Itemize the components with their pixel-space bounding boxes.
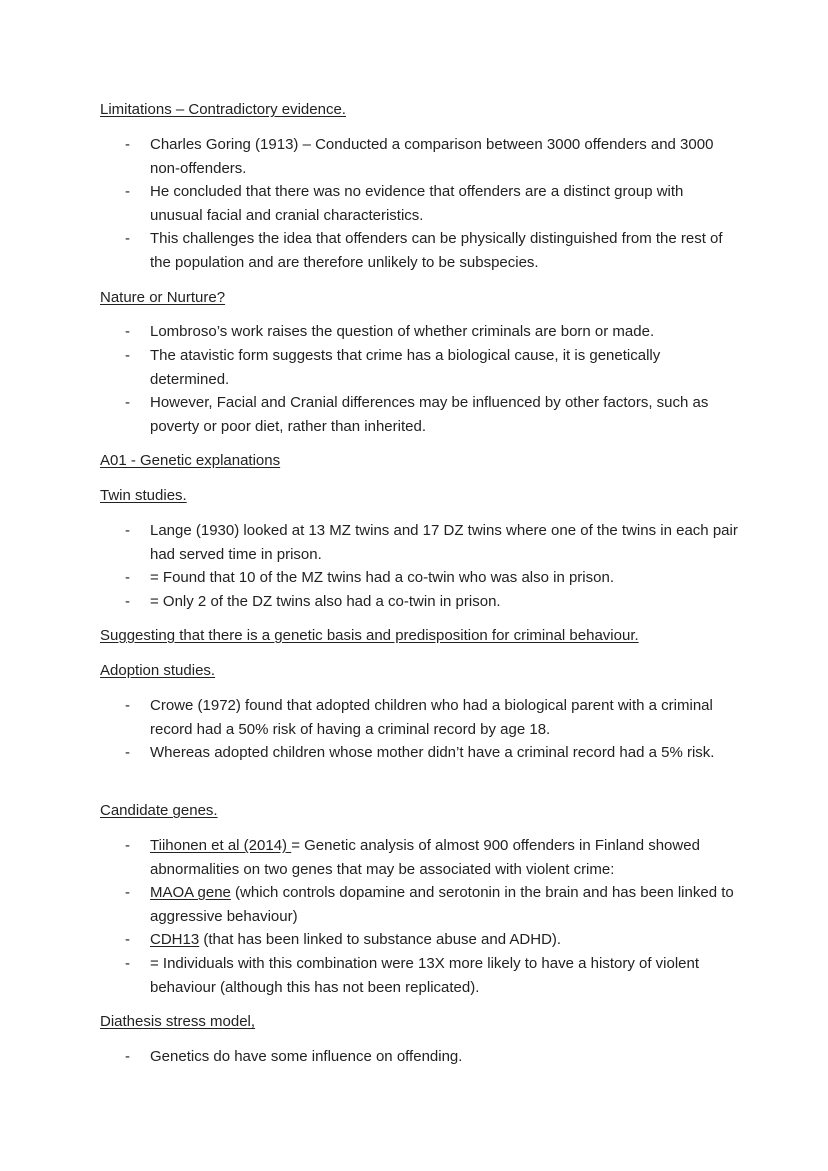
bullet-dash: - <box>125 394 130 411</box>
list-item-text-rest: = Genetic analysis of almost 900 offenders in Finland showed abnormalities on two genes that may be associated with violent crime: <box>150 837 700 878</box>
section-heading-nature-nurture: Nature or Nurture? <box>100 289 226 306</box>
list-item-text: However, Facial and Cranial differences may be influenced by other factors, such as poverty or poor diet, rather than inherited. <box>150 394 709 435</box>
list-item-text: Charles Goring (1913) – Conducted a comparison between 3000 offenders and 3000 non-offenders. <box>150 136 714 177</box>
list-item <box>100 566 740 590</box>
section-heading-candidate-genes: Candidate genes. <box>100 802 218 819</box>
list-item-text: = Individuals with this combination were 13X more likely to have a history of violent behaviour (although this has not been replicated). <box>150 955 700 996</box>
bullet-dash: - <box>125 230 130 247</box>
list-item <box>100 344 740 391</box>
bullet-dash: - <box>125 347 130 364</box>
list-item-text: He concluded that there was no evidence that offenders are a distinct group with unusual facial and cranial characteristics. <box>150 183 684 224</box>
section-heading-genetic-explanations: A01 - Genetic explanations <box>100 452 281 469</box>
bullet-dash: - <box>125 593 130 610</box>
section-heading-limitations: Limitations – Contradictory evidence. <box>100 101 346 118</box>
list-item <box>100 180 740 227</box>
bullet-dash: - <box>125 931 130 948</box>
list-item-text: Lange (1930) looked at 13 MZ twins and 17 DZ twins where one of the twins in each pair had served time in prison. <box>150 522 738 563</box>
citation-tiihonen: Tiihonen et al (2014) <box>150 837 292 854</box>
list-item-text <box>150 881 740 928</box>
list-item-text: This challenges the idea that offenders can be physically distinguished from the rest of the population and are therefore unlikely to be subspecies. <box>150 230 723 271</box>
list-item-text: = Only 2 of the DZ twins also had a co-twin in prison. <box>150 593 501 610</box>
list-item <box>100 227 740 274</box>
section-heading-diathesis-stress: Diathesis stress model, <box>100 1013 256 1030</box>
bullet-dash: - <box>125 522 130 539</box>
list-item-text: = Found that 10 of the MZ twins had a co-twin who was also in prison. <box>150 569 614 586</box>
list-item-text: Lombroso’s work raises the question of whether criminals are born or made. <box>150 323 655 340</box>
list-item <box>100 694 740 741</box>
list-item-text-rest: (that has been linked to substance abuse and ADHD). <box>199 931 562 948</box>
list-item <box>100 928 740 952</box>
section-heading-twin-studies: Twin studies. <box>100 487 187 504</box>
bullet-dash: - <box>125 697 130 714</box>
list-item <box>100 519 740 566</box>
section-heading-genetic-basis: Suggesting that there is a genetic basis and predisposition for criminal behaviour. <box>100 627 639 644</box>
list-item <box>100 133 740 180</box>
bullet-dash: - <box>125 183 130 200</box>
gene-name-maoa: MAOA gene <box>150 884 231 901</box>
list-item <box>100 834 740 881</box>
bullet-dash: - <box>125 323 130 340</box>
gene-name-cdh13: CDH13 <box>150 931 200 948</box>
bullet-dash: - <box>125 1048 130 1065</box>
list-item-text-rest: (which controls dopamine and serotonin in the brain and has been linked to aggressive behaviour) <box>150 884 734 925</box>
bullet-dash: - <box>125 136 130 153</box>
list-item <box>100 590 740 614</box>
bullet-dash: - <box>125 837 130 854</box>
list-item <box>100 1045 740 1069</box>
list-item-text <box>150 834 740 881</box>
list-item-text: Crowe (1972) found that adopted children who had a biological parent with a criminal record had a 50% risk of having a criminal record by age 18. <box>150 697 713 738</box>
list-item-text <box>150 928 740 952</box>
list-item-text: The atavistic form suggests that crime has a biological cause, it is genetically determined. <box>150 347 661 388</box>
list-item <box>100 391 740 438</box>
section-heading-adoption-studies: Adoption studies. <box>100 662 216 679</box>
list-item-text: Whereas adopted children whose mother didn’t have a criminal record had a 5% risk. <box>150 744 715 761</box>
list-item <box>100 741 740 765</box>
bullet-dash: - <box>125 744 130 761</box>
list-item <box>100 881 740 928</box>
bullet-dash: - <box>125 955 130 972</box>
list-item-text: Genetics do have some influence on offending. <box>150 1048 463 1065</box>
list-item <box>100 952 740 999</box>
list-item <box>100 320 740 344</box>
bullet-dash: - <box>125 884 130 901</box>
bullet-dash: - <box>125 569 130 586</box>
